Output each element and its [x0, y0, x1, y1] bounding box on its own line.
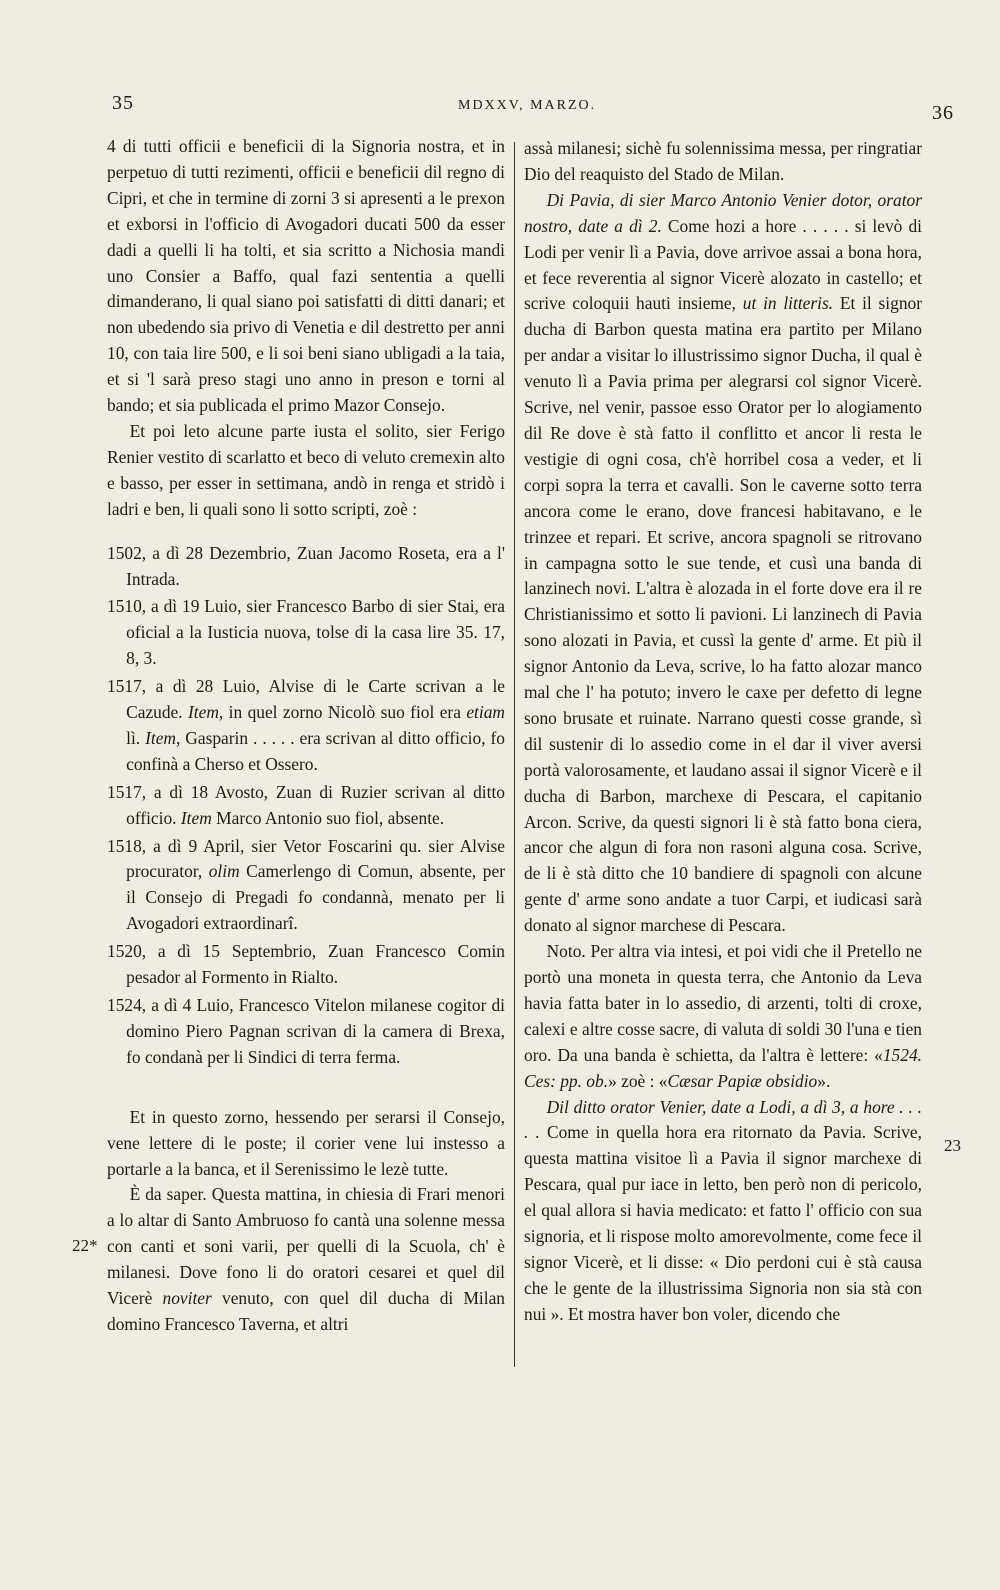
record-entry: 1502, a dì 28 Dezembrio, Zuan Jacomo Roseta, era a l' Intrada. — [107, 542, 505, 589]
margin-note-left: 22* — [72, 1236, 98, 1255]
margin-note-right: 23 — [944, 1136, 961, 1155]
record-entry — [107, 780, 505, 832]
letter-heading: Di Pavia, di sier Marco Antonio Venier dotor, orator nostro, date a dì 2. — [524, 189, 922, 236]
entry-text: 1517, a dì 18 Avosto, Zuan di Ruzier scrivan al ditto officio. — [107, 781, 505, 828]
record-entry: 1524, a dì 4 Luio, Francesco Vitelon milanese cogitor di domino Piero Pagnan scrivan di la camera di Brexa, fo condanà per li Sindici di terra ferma. — [107, 995, 505, 1067]
entry-text: Marco Antonio suo fiol, absente. — [216, 807, 445, 828]
paragraph-text: » zoè : « — [608, 1070, 668, 1091]
paragraph-text: venuto, con quel dil ducha di Milan domino Francesco Taverna, et altri — [107, 1288, 505, 1334]
entry-text: Camerlengo di Comun, absente, per il Consejo di Pregadi fo condannà, menato per li Avogadori extraordinarî. — [126, 861, 505, 934]
left-column — [107, 134, 505, 1338]
italic-term: Item, — [188, 702, 224, 723]
paragraph — [524, 1095, 922, 1328]
page-number-left: 35 — [112, 92, 134, 114]
paragraph-text: È da saper. Questa mattina, in chiesia di Frari menori a lo altar di Santo Ambruoso fo cantà una solenne messa con canti et soni varii, per quelli di la Scuola, ch' è milanesi. Dove fono li do oratori cesarei et quel dil Vicerè — [107, 1184, 505, 1309]
paragraph-text: Come in quella hora era ritornato da Pavia. Scrive, questa mattina visitoe lì a Pavia il signor marchexe di Pescara, qual pur iace in letto, ben però non di pericolo, el qual allora si havia medicato: et fatto l' officio con sua signoria, et li rispose molto amorevolmente, come fece il signor Vicerè, et li disse: « Dio perdoni cui è stà causa che le gente de la illustrissima Signoria non sia stà con nui ». Et mostra haver bon voler, dicendo che — [524, 1122, 922, 1324]
record-entry — [107, 674, 505, 778]
italic-term: etiam — [466, 702, 505, 723]
italic-term: olim — [208, 861, 240, 882]
record-entry: 1520, a dì 15 Septembrio, Zuan Francesco Comin pesador al Formento in Rialto. — [107, 941, 505, 988]
paragraph: Et poi leto alcune parte iusta el solito, sier Ferigo Renier vestito di scarlatto et beco di veluto cremexin alto e basso, per esser in settimana, andò in renga et stridò i ladri e ben, li quali sono li sotto scripti, zoè : — [107, 420, 505, 519]
paragraph: 4 di tutti officii e beneficii di la Signoria nostra, et in perpetuo di tutti rezimenti, officii e beneficii dil regno di Cipri, et che in termine di zorni 3 si apresenti a le prexon et exborsi in l'officio di Avogadori ducati 500 da esser dadi a quelli li ha tolti, et sia scritto a Nichosia mandi uno Consier a Baffo, qual fazi sententia a quelli dimanderano, li qual siano poi satisfatti di ditti danari; et non ubedendo sia privo di Venetia e dil destretto per anni 10, con taia lire 500, e li soi beni siano ubligadi a la taia, et si 'l sarà preso stagi uno anno in preson e torni al bando; et sia publicada el primo Mazor Consejo. — [107, 136, 505, 416]
italic-term: Item, — [145, 727, 181, 748]
entry-text: lì. — [126, 727, 141, 748]
entry-text: 1518, a dì 9 April, sier Vetor Foscarini qu. sier Alvise procurator, — [107, 835, 505, 882]
paragraph — [524, 939, 922, 1094]
paragraph: assà milanesi; sichè fu solennissima messa, per ringratiar Dio del reaquisto del Stado de Milan. — [524, 138, 922, 184]
coin-inscription: 1524. Ces: pp. ob. — [524, 1044, 922, 1091]
entry-text: Gasparin . . . . . era scrivan al ditto officio, fo confinà a Cherso et Ossero. — [126, 727, 505, 774]
letter-heading: Dil ditto orator Venier, date a Lodi, a dì 3, a hore . . . . . — [524, 1096, 922, 1143]
record-entry — [107, 834, 505, 938]
right-column — [524, 136, 922, 1328]
record-list — [107, 541, 505, 1071]
record-entry: 1510, a dì 19 Luio, sier Francesco Barbo di sier Stai, era oficial a la Iusticia nuova, tolse di la casa lire 35. 17, 8, 3. — [107, 596, 505, 669]
paragraph — [524, 188, 922, 939]
entry-text: in quel zorno Nicolò suo fiol era — [228, 702, 461, 723]
italic-term: noviter — [162, 1288, 212, 1309]
paragraph-text: ». — [817, 1070, 831, 1091]
paragraph-text: Et il signor ducha di Barbon questa matina era partito per Milano per andar a visitar lo illustrissimo signor Ducha, il qual è venuto lì a Pavia prima per alegrarsi col signor Vicerè. Scrive, nel venir, passoe esso Orator per lo alogiamento dil Re dove è stà fatto il conflitto et ancor li resta le vestigie di ogni cosa, ch'è horribel cosa a veder, et li corpi sopra la terra et cavalli. Son le caverne sotto terra ancora come le erano, dove francesi habitavano, e le trinzee et repari. Et scrive, ancora spagnoli se ritrovano in campagna sotto le sue tende, et cusì una banda di lanzinech novi. L'altra è alozada in el forte dove era il re Christianissimo et sotto li pavioni. Li lanzinech di Pavia sono alozati in Pavia, et cussì la gente d' arme. Et più il signor Antonio da Leva, scrive, lo ha fatto alozar manco mal che l' ha potuto; invero le caxe per defetto di legne sono brusate et ruinate. Narrano questi cosse grande, sì dil sustenir di lo assedio come in el dar il viver aversi portà valorosamente, et laudano assai il signor Vicerè e il ducha di Barbon, marchexe di Pescara, el capitanio Arcon. Scrive, da questi signori li è stà fatto bona ciera, ancor che algun di fora non rasoni alguna cosa. Scrive, de li è stà ditto che 10 bandiere di spagnoli con alcune gente d' arme sono andate a tuor Carpi, et iudicasi sarà donato al signor marchese di Pescara. — [524, 293, 922, 936]
paragraph-text: Come hozi a hore . . . . . si levò di Lodi per venir lì a Pavia, dove arrivoe assai a bona hora, et fece reverentia al signor Vicerè alozato in castello; et scrive coloquii hauti insieme, — [524, 215, 922, 314]
italic-term: Item — [180, 807, 212, 828]
page-number-right: 36 — [932, 102, 954, 124]
italic-term: ut in litteris. — [742, 293, 834, 314]
paragraph: Et in questo zorno, hessendo per serarsi il Consejo, vene lettere di le poste; il corier vene lui instesso a portarle a la banca, et il Serenissimo le lezè tutte. — [107, 1106, 505, 1179]
paragraph-text: Noto. Per altra via intesi, et poi vidi che il Pretello ne portò una moneta in questa terra, che Antonio da Leva havia fatta bater in lo assedio, di arzenti, tolti di croxe, calexi e altre cosse sacre, di valuta di soldi 30 l'una e tien oro. Da una banda è schietta, da l'altra è lettere: « — [524, 941, 922, 1065]
paragraph — [107, 1182, 505, 1337]
entry-text: 1517, a dì 28 Luio, Alvise di le Carte scrivan a le Cazude. — [107, 676, 505, 723]
column-divider — [514, 142, 515, 1367]
latin-phrase: Cæsar Papiæ obsidio — [667, 1070, 818, 1091]
running-title: MDXXV, MARZO. — [458, 98, 597, 113]
